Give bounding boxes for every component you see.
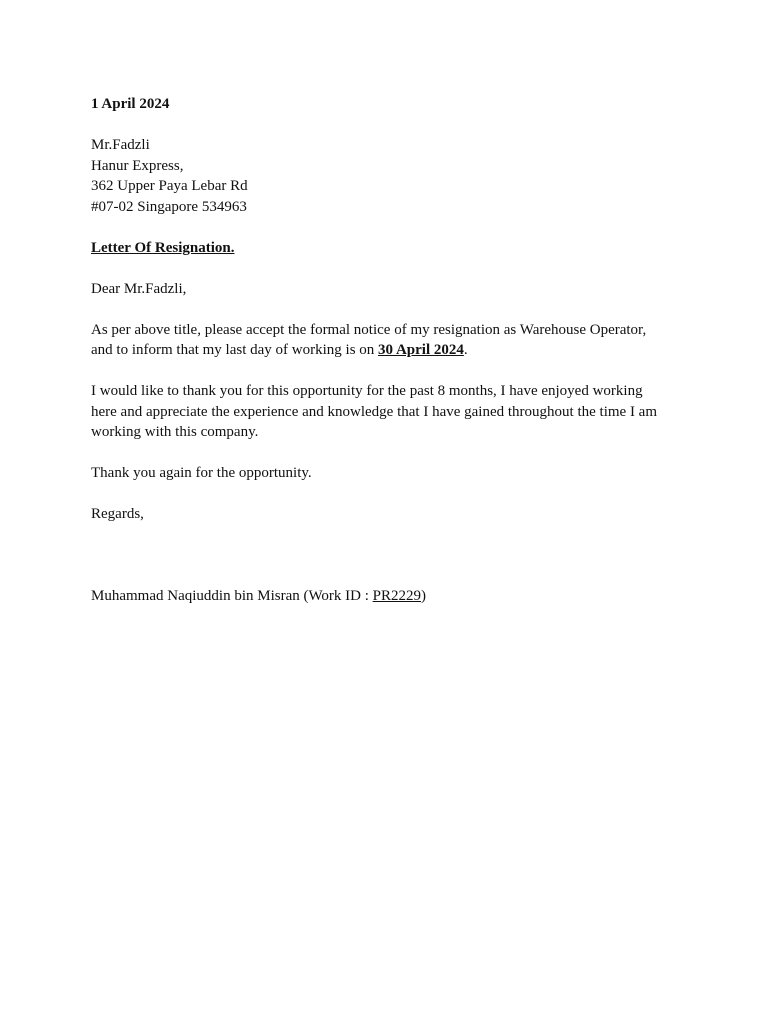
spacer bbox=[91, 258, 691, 279]
work-id: PR2229 bbox=[372, 588, 422, 604]
paragraph-line: here and appreciate the experience and knowledge that I have gained throughout the time I am bbox=[91, 403, 658, 420]
letter-salutation: Dear Mr.Fadzli, bbox=[91, 280, 187, 297]
last-working-day: 30 April 2024 bbox=[378, 342, 464, 358]
spacer bbox=[91, 443, 691, 464]
recipient-name: Mr.Fadzli bbox=[91, 137, 150, 153]
paragraph-text: . bbox=[463, 342, 468, 358]
spacer bbox=[91, 361, 691, 382]
paragraph-text: and to inform that my last day of working is on bbox=[91, 342, 379, 358]
spacer bbox=[91, 217, 691, 238]
signature-suffix: ) bbox=[421, 588, 427, 604]
paragraph-line: working with this company. bbox=[91, 424, 259, 440]
letter-date: 1 April 2024 bbox=[91, 96, 170, 112]
spacer bbox=[91, 484, 691, 505]
spacer bbox=[91, 299, 691, 320]
signature-space bbox=[91, 525, 691, 587]
letter-closing: Regards, bbox=[91, 506, 144, 522]
spacer bbox=[91, 115, 691, 136]
letter-page bbox=[91, 94, 691, 607]
paragraph-line: I would like to thank you for this opportunity for the past 8 months, I have enjoyed working bbox=[91, 383, 643, 399]
paragraph-thanks bbox=[91, 381, 691, 443]
recipient-address-line1: 362 Upper Paya Lebar Rd bbox=[91, 178, 248, 194]
paragraph-closing-thanks: Thank you again for the opportunity. bbox=[91, 465, 312, 481]
signature-name: Muhammad Naqiuddin bin Misran (Work ID : bbox=[91, 588, 373, 604]
paragraph-resignation-notice bbox=[91, 320, 691, 361]
recipient-address-line2: #07-02 Singapore 534963 bbox=[91, 198, 247, 215]
paragraph-line bbox=[91, 340, 691, 361]
paragraph-line: As per above title, please accept the formal notice of my resignation as Warehouse Operator, bbox=[91, 321, 647, 338]
recipient-company: Hanur Express, bbox=[91, 157, 184, 174]
letter-subject: Letter Of Resignation. bbox=[91, 239, 235, 256]
recipient-address-block bbox=[91, 135, 691, 217]
signature-line bbox=[91, 586, 691, 607]
